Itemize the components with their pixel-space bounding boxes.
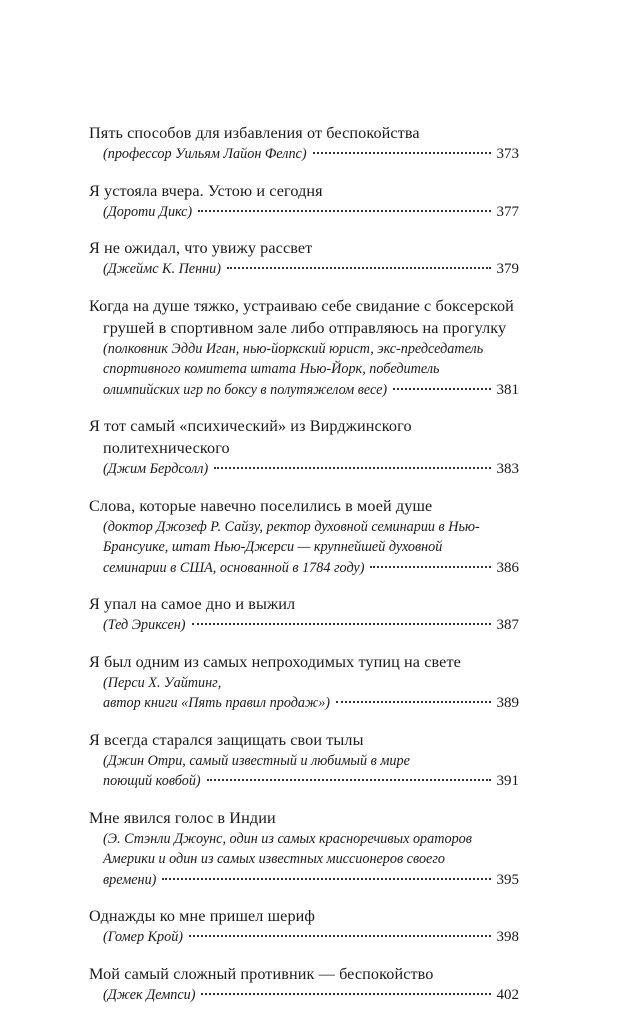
toc-entry-title: Я упал на самое дно и выжил xyxy=(89,595,296,613)
toc-entry-title: Я устояла вчера. Устою и сегодня xyxy=(89,181,323,200)
toc-entry-author-line: (Перси Х. Уайтинг, xyxy=(103,674,222,691)
toc-entry-author-line: Америки и один из самых известных миссионеров своего xyxy=(103,851,445,867)
dot-leader xyxy=(198,210,490,212)
toc-entry-author-line: (доктор Джозеф Р. Сайзу, ректор духовной семинарии в Нью- xyxy=(103,518,480,535)
dot-leader xyxy=(370,566,490,568)
toc-entry-title: Пять способов для избавления от беспокойства xyxy=(89,124,420,142)
toc-entry-page-number: 377 xyxy=(496,203,519,220)
toc-entry-page-number: 373 xyxy=(496,146,519,162)
toc-entry-title: Я был одним из самых непроходимых тупиц на свете xyxy=(89,652,461,671)
table-of-contents xyxy=(89,122,519,1020)
toc-entry-page-number: 383 xyxy=(496,461,519,477)
toc-entry-author-line: Брансуике, штат Нью-Джерси — крупнейшей духовной xyxy=(103,539,443,555)
dot-leader xyxy=(162,878,490,880)
toc-entry-title: Я тот самый «психический» из Вирджинского политехнического xyxy=(89,417,412,457)
toc-entry xyxy=(89,122,519,165)
toc-entry-title: Я всегда старался защищать свои тылы xyxy=(89,730,364,749)
dot-leader xyxy=(214,467,490,469)
toc-entry-page-number: 398 xyxy=(496,929,519,945)
toc-entry xyxy=(89,905,519,948)
toc-entry-author: автор книги «Пять правил продаж») xyxy=(103,695,331,711)
toc-entry-page-number: 387 xyxy=(496,617,519,633)
toc-entry-title: Слова, которые навечно поселились в моей душе xyxy=(89,496,433,515)
toc-entry xyxy=(89,237,519,280)
toc-entry xyxy=(89,180,519,223)
toc-entry-title: Я не ожидал, что увижу рассвет xyxy=(89,239,313,257)
toc-entry-leader-line xyxy=(89,558,519,579)
toc-entry-page-number: 389 xyxy=(496,695,519,711)
dot-leader xyxy=(192,623,491,625)
toc-entry-leader-line xyxy=(89,459,519,480)
toc-entry-author: (Джим Бердсолл) xyxy=(103,461,209,477)
toc-entry-page-number: 386 xyxy=(496,559,519,576)
toc-entry-author: (Тед Эриксен) xyxy=(103,617,186,633)
toc-entry-author-line: (полковник Эдди Иган, нью-йоркский юрист, экс-председатель xyxy=(103,340,484,357)
toc-entry xyxy=(89,415,519,480)
toc-entry-leader-line xyxy=(89,144,519,165)
toc-entry-page-number: 391 xyxy=(496,773,519,789)
toc-entry-author: (Джеймс К. Пенни) xyxy=(103,261,222,277)
toc-entry xyxy=(89,593,519,636)
toc-entry-author: семинарии в США, основанной в 1784 году) xyxy=(103,559,365,576)
toc-entry-leader-line xyxy=(89,693,519,714)
toc-entry xyxy=(89,963,519,1006)
dot-leader xyxy=(189,935,490,937)
toc-entry-leader-line xyxy=(89,870,519,891)
toc-entry-leader-line xyxy=(89,380,519,401)
toc-entry-author: времени) xyxy=(103,871,157,888)
dot-leader xyxy=(207,779,491,781)
toc-entry-author: олимпийских игр по боксу в полутяжелом весе) xyxy=(103,381,388,398)
toc-entry-leader-line xyxy=(89,985,519,1006)
toc-entry-author: (профессор Уильям Лайон Фелпс) xyxy=(103,146,307,162)
toc-entry xyxy=(89,729,519,792)
toc-entry-page-number: 379 xyxy=(496,261,519,277)
dot-leader xyxy=(201,993,490,995)
toc-entry-leader-line xyxy=(89,615,519,636)
toc-entry-author-line: спортивного комитета штата Нью-Йорк, победитель xyxy=(103,361,440,377)
toc-entry-title: Мой самый сложный противник — беспокойство xyxy=(89,964,434,983)
toc-entry-leader-line xyxy=(89,771,519,792)
toc-entry-title: Мне явился голос в Индии xyxy=(89,808,276,827)
toc-entry-author: (Гомер Крой) xyxy=(103,929,184,945)
toc-entry-author: (Дороти Дикс) xyxy=(103,203,193,220)
toc-entry xyxy=(89,495,519,579)
toc-entry-leader-line xyxy=(89,202,519,223)
toc-entry-page-number: 395 xyxy=(496,871,519,888)
toc-entry xyxy=(89,807,519,891)
toc-entry-page-number: 402 xyxy=(496,986,519,1003)
toc-entry-title: Однажды ко мне пришел шериф xyxy=(89,907,316,925)
toc-entry-author: поющий ковбой) xyxy=(103,773,201,789)
toc-entry-author: (Джек Демпси) xyxy=(103,986,196,1003)
dot-leader xyxy=(336,701,490,703)
toc-entry-author-line: (Э. Стэнли Джоунс, один из самых красноречивых ораторов xyxy=(103,830,472,847)
toc-entry xyxy=(89,295,519,401)
toc-entry-page-number: 381 xyxy=(496,381,519,398)
dot-leader xyxy=(313,152,491,154)
dot-leader xyxy=(393,388,490,390)
dot-leader xyxy=(227,267,490,269)
toc-entry-title: Когда на душе тяжко, устраиваю себе свидание с боксерской грушей в спортивном зале либо отправляюсь на прогулку xyxy=(89,296,514,337)
toc-entry-author-line: (Джин Отри, самый известный и любимый в мире xyxy=(103,752,410,769)
toc-entry xyxy=(89,651,519,714)
toc-entry-leader-line xyxy=(89,927,519,948)
toc-entry-leader-line xyxy=(89,259,519,280)
